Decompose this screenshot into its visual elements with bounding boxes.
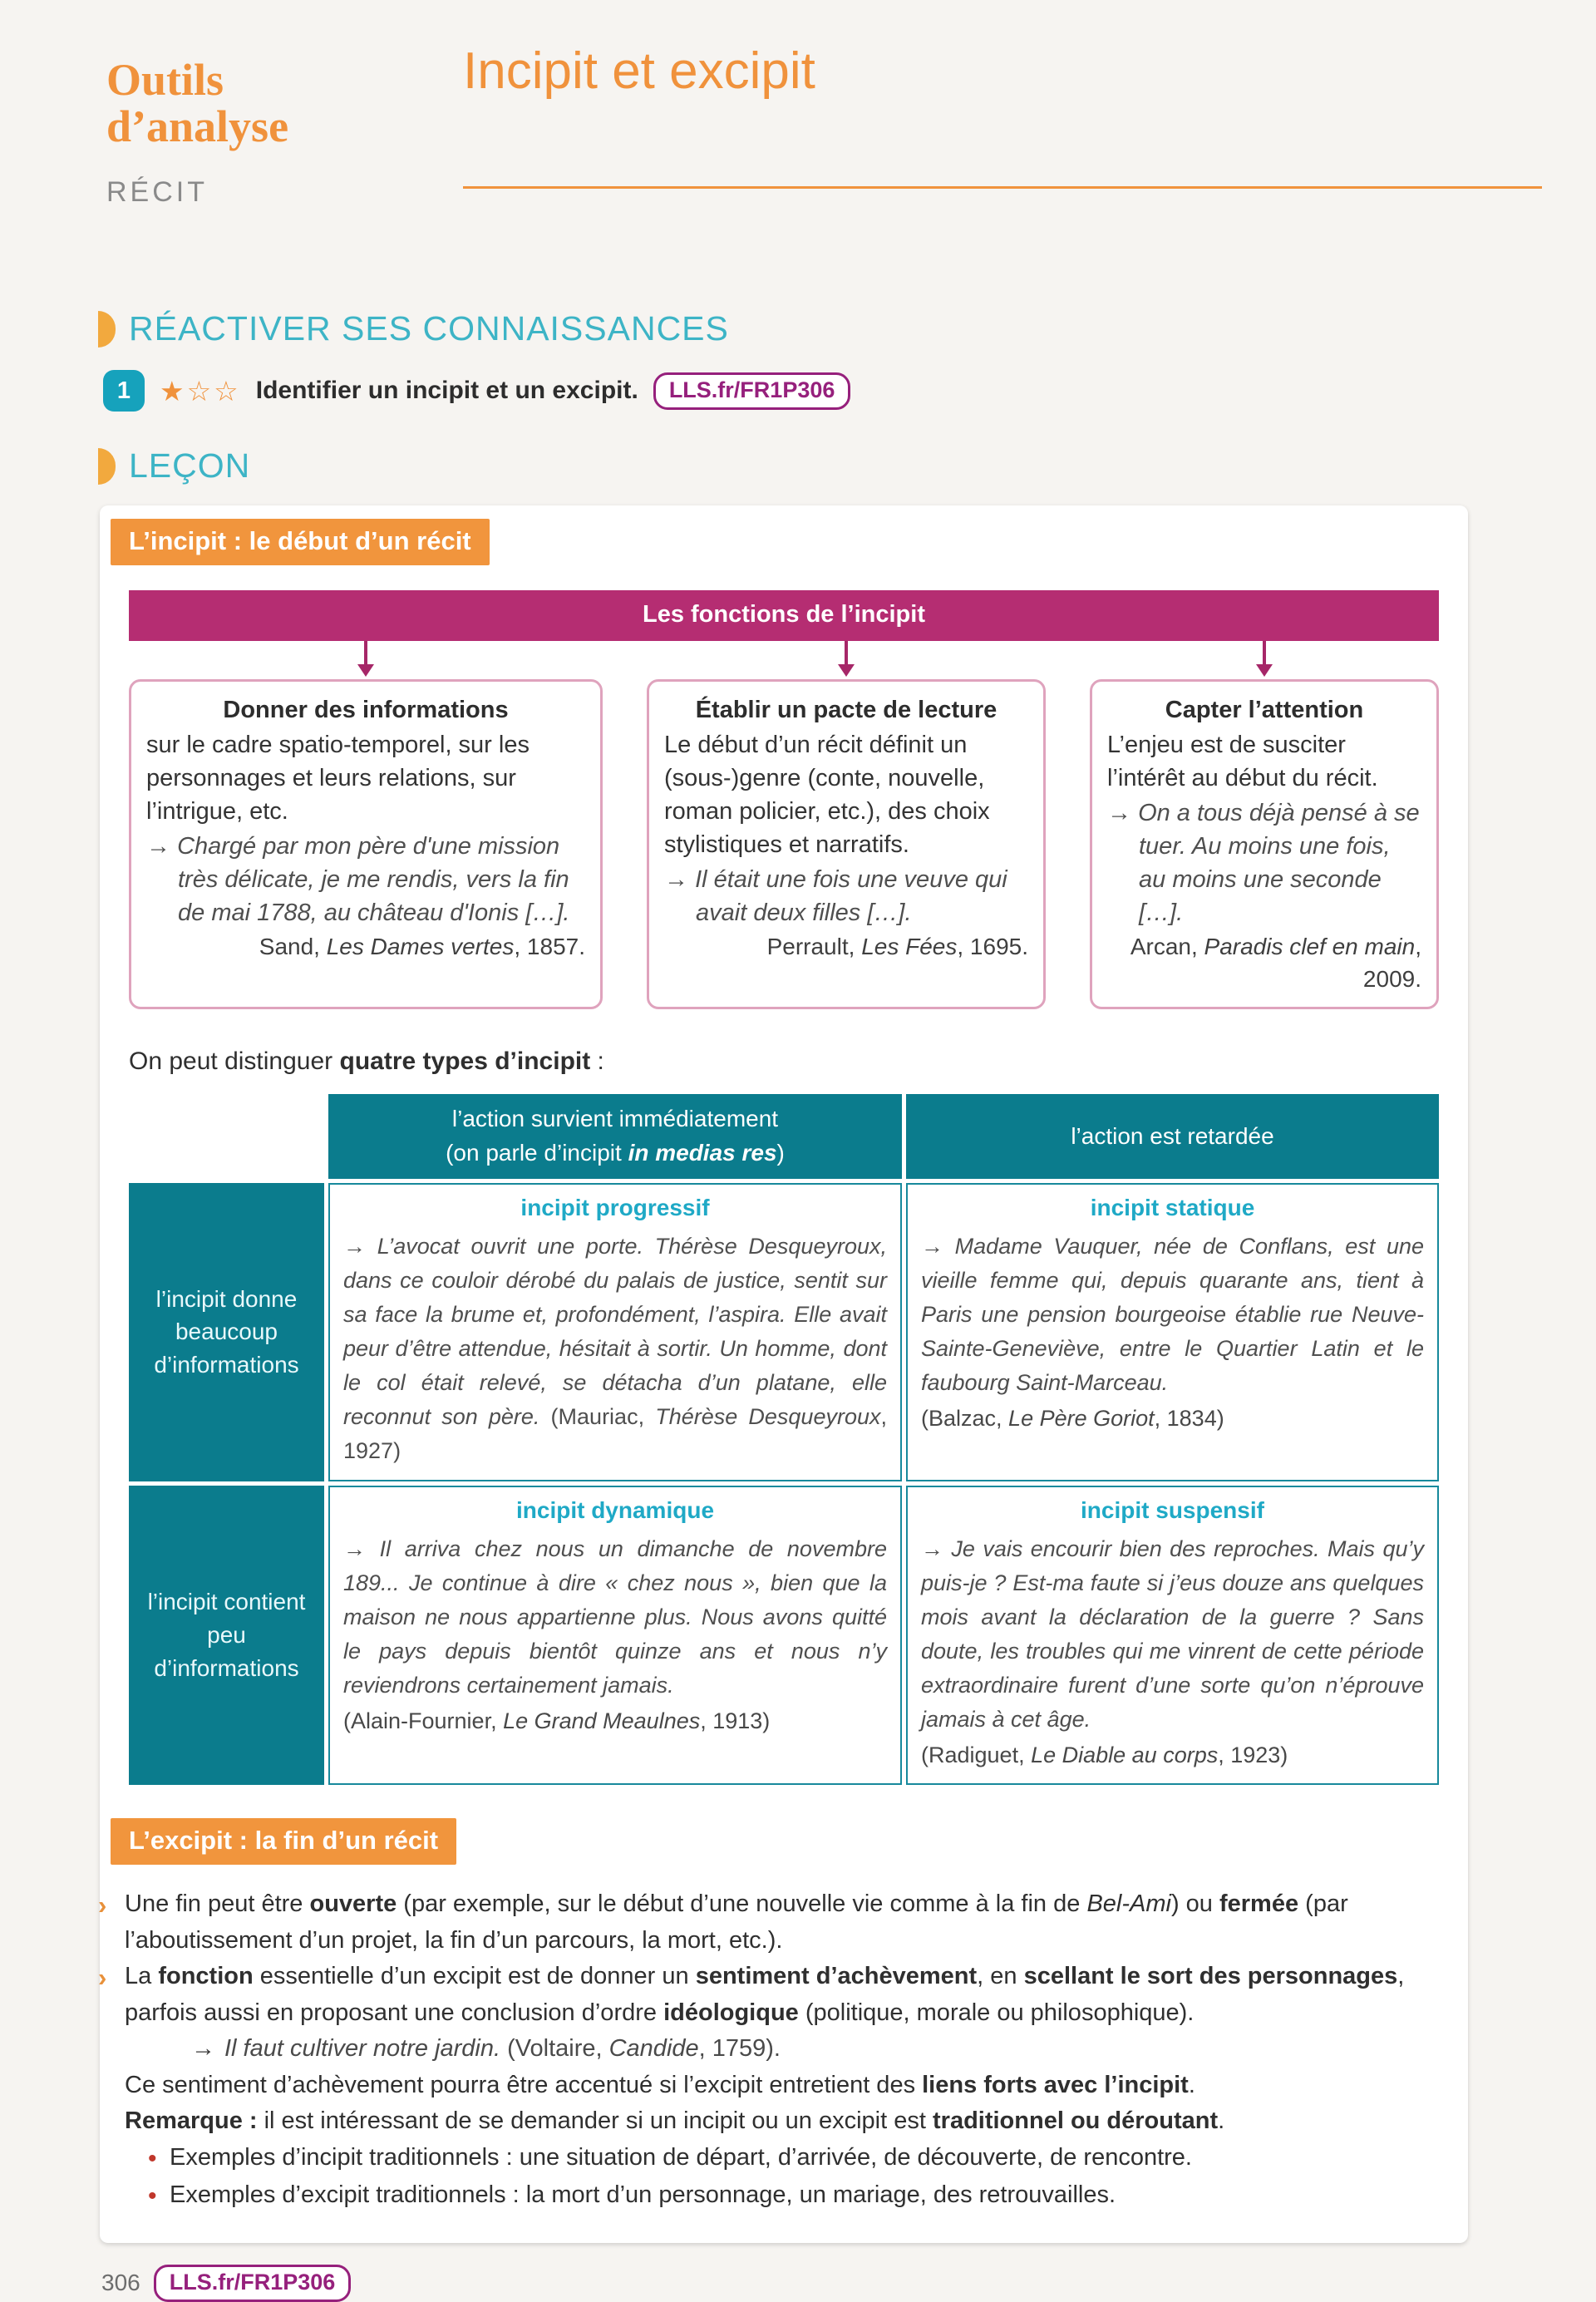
function-box-quote: → Chargé par mon père d'une mission très délicate, je me rendis, vers la fin de mai 1788, au château d'Ionis […]. [146, 833, 570, 927]
star-empty-icon: ☆☆ [186, 375, 241, 407]
collection-title-line2: d’analyse [106, 101, 289, 152]
incipit-attribution: (Alain-Fournier, Le Grand Meaulnes, 1913) [343, 1708, 771, 1733]
function-box-title: Capter l’attention [1165, 697, 1364, 723]
table-cell-progressif [328, 1183, 902, 1481]
bullet-text: La fonction essentielle d’un excipit est de donner un sentiment d’achèvement, en scellant le sort des personnages, parfois aussi en proposant une conclusion d’ordre idéologique (politique, morale ou philosophique). [125, 1963, 1405, 2026]
page-header [0, 0, 1596, 209]
incipit-type-title: incipit progressif [520, 1194, 710, 1220]
function-box-attention [1090, 679, 1439, 1009]
function-box-quote: → On a tous déjà pensé à se tuer. Au moins une fois, au moins une seconde […]. [1107, 800, 1420, 927]
function-box-informations [129, 679, 603, 1009]
section-bullet-icon [98, 448, 116, 485]
difficulty-stars-icon [160, 375, 241, 407]
exercise-number-badge: 1 [103, 370, 145, 412]
incipit-attribution: (Balzac, Le Père Goriot, 1834) [921, 1405, 1224, 1431]
incipit-types-table [129, 1094, 1439, 1785]
function-box-attribution: Perrault, Les Fées, 1695. [766, 934, 1028, 960]
lesson-card [100, 505, 1468, 2243]
bullet-point [98, 1886, 1439, 1959]
table-header-immediate [328, 1094, 902, 1178]
star-filled-icon: ★ [160, 375, 187, 407]
footer-link-pill[interactable]: LLS.fr/FR1P306 [154, 2265, 352, 2302]
arrow-icon: → [191, 2035, 215, 2063]
example-line [98, 2031, 1439, 2068]
function-box-attribution: Sand, Les Dames vertes, 1857. [259, 934, 585, 960]
exercise-label: Identifier un incipit et un excipit. [255, 377, 638, 404]
paragraph-text: Remarque : il est intéressant de se demander si un incipit ou un excipit est traditionnel ou déroutant. [125, 2107, 1225, 2135]
section-reactiver-title: RÉACTIVER SES CONNAISSANCES [129, 309, 729, 348]
category-label: RÉCIT [106, 176, 208, 208]
dot-bullet-icon: • [148, 2181, 157, 2210]
arrows-row [129, 641, 1439, 679]
function-boxes [129, 679, 1439, 1009]
incipit-type-title: incipit statique [1090, 1194, 1255, 1220]
paragraph-line [98, 2068, 1439, 2104]
types-intro: On peut distinguer quatre types d’incipit : [129, 1047, 604, 1076]
function-box-title: Établir un pacte de lecture [695, 697, 998, 723]
table-cell-dynamique [328, 1486, 902, 1786]
incipit-badge: L’incipit : le début d’un récit [111, 519, 490, 565]
bullet-text: Exemples d’incipit traditionnels : une situation de départ, d’arrivée, de découverte, de rencontre. [170, 2143, 1192, 2171]
excipit-badge: L’excipit : la fin d’un récit [111, 1818, 456, 1865]
incipit-quote: → Je vais encourir bien des reproches. Mais qu’y puis-je ? Est-ma faute si j’eus douze ans quelques mois avant la déclaration de la guerre ? Sans doute, les troubles qui me vinrent de cette période extraordinaire furent d’une sorte qu’on n’éprouve jamais à cet âge. [921, 1535, 1424, 1732]
exercise-row [103, 370, 1596, 412]
exercise-link-pill[interactable]: LLS.fr/FR1P306 [653, 372, 851, 410]
function-box-description: L’enjeu est de susciter l’intérêt au début du récit. [1107, 732, 1378, 792]
incipit-quote: → Madame Vauquer, née de Conflans, est une vieille femme qui, depuis quarante ans, tient à Paris une pension bourgeoise établie rue Neuve-Sainte-Geneviève, entre le Quartier Latin et le faubourg Saint-Marceau. [921, 1233, 1424, 1395]
page-number: 306 [101, 2270, 140, 2296]
collection-title [106, 57, 288, 150]
section-lecon-title: LEÇON [129, 446, 251, 485]
down-arrow-icon [1256, 641, 1273, 679]
function-box-pacte [647, 679, 1046, 1009]
function-box-quote: → Il était une fois une veuve qui avait deux filles […]. [664, 866, 1007, 927]
function-box-attribution: Arcan, Paradis clef en main, 2009. [1130, 934, 1421, 992]
section-reactiver [98, 309, 1596, 348]
paragraph-line [98, 2103, 1439, 2140]
excipit-points [98, 1886, 1439, 2215]
incipit-attribution: (Radiguet, Le Diable au corps, 1923) [921, 1742, 1288, 1767]
bullet-text: Exemples d’excipit traditionnels : la mort d’un personnage, un mariage, des retrouvailles. [170, 2181, 1116, 2208]
table-header-line1: l’action survient immédiatement [451, 1106, 779, 1132]
incipit-quote: → L’avocat ouvrit une porte. Thérèse Desqueyroux, dans ce couloir dérobé du palais de justice, sentit sur sa face la brume et, profondément, l’aspira. Elle avait peur d’être attendue, hésitait à sortir. Un homme, dont le col était relevé, se détacha d’un platane, elle reconnut son père. (Mauriac, Thérèse Desqueyroux, 1927) [343, 1233, 888, 1463]
bullet-point [98, 1959, 1439, 2031]
page-footer [101, 2265, 1596, 2302]
bullet-text: Une fin peut être ouverte (par exemple, sur le début d’une nouvelle vie comme à la fin de Bel-Ami) ou fermée (par l’aboutissement d’un projet, la fin d’un parcours, la mort, etc.). [125, 1890, 1348, 1954]
incipit-type-title: incipit dynamique [515, 1496, 715, 1523]
function-box-title: Donner des informations [223, 697, 509, 723]
table-cell-statique [906, 1183, 1439, 1481]
page-title: Incipit et excipit [463, 42, 815, 100]
table-header-line2: (on parle d’incipit in medias res) [446, 1139, 785, 1166]
incipit-quote: → Il arriva chez nous un dimanche de novembre 189... Je continue à dire « chez nous », bien que la maison ne nous appartienne plus. Nous avons quitté le pays depuis bientôt quinze ans et nous n’y reviendrons certainement jamais. [343, 1535, 887, 1698]
dot-bullet-icon: • [148, 2144, 157, 2172]
dot-bullet-point [98, 2177, 1439, 2215]
functions-header-bar: Les fonctions de l’incipit [129, 590, 1439, 641]
table-row-label-peu: l’incipit contient peu d’informations [129, 1486, 324, 1786]
down-arrow-icon [357, 641, 374, 679]
down-arrow-icon [838, 641, 855, 679]
paragraph-text: Ce sentiment d’achèvement pourra être accentué si l’excipit entretient des liens forts avec l’incipit. [125, 2071, 1195, 2098]
table-header-delayed [906, 1094, 1439, 1178]
dot-bullet-point [98, 2140, 1439, 2177]
function-box-description: sur le cadre spatio-temporel, sur les personnages et leurs relations, sur l’intrigue, etc. [146, 732, 530, 826]
table-row-label-beaucoup: l’incipit donne beaucoup d’informations [129, 1183, 324, 1481]
section-lecon [98, 446, 1596, 486]
table-corner-cell [129, 1094, 324, 1178]
chevron-bullet-icon: › [98, 1890, 107, 1920]
table-header-line1: l’action est retardée [1071, 1122, 1274, 1149]
chevron-bullet-icon: › [98, 1963, 107, 1993]
title-underline [463, 186, 1542, 189]
table-cell-suspensif [906, 1486, 1439, 1786]
example-text: Il faut cultiver notre jardin. (Voltaire, Candide, 1759). [224, 2035, 781, 2063]
function-box-description: Le début d’un récit définit un (sous-)genre (conte, nouvelle, roman policier, etc.), des choix stylistiques et narratifs. [664, 732, 990, 859]
section-bullet-icon [98, 311, 116, 348]
collection-title-line1: Outils [106, 55, 224, 105]
incipit-type-title: incipit suspensif [1081, 1496, 1264, 1523]
